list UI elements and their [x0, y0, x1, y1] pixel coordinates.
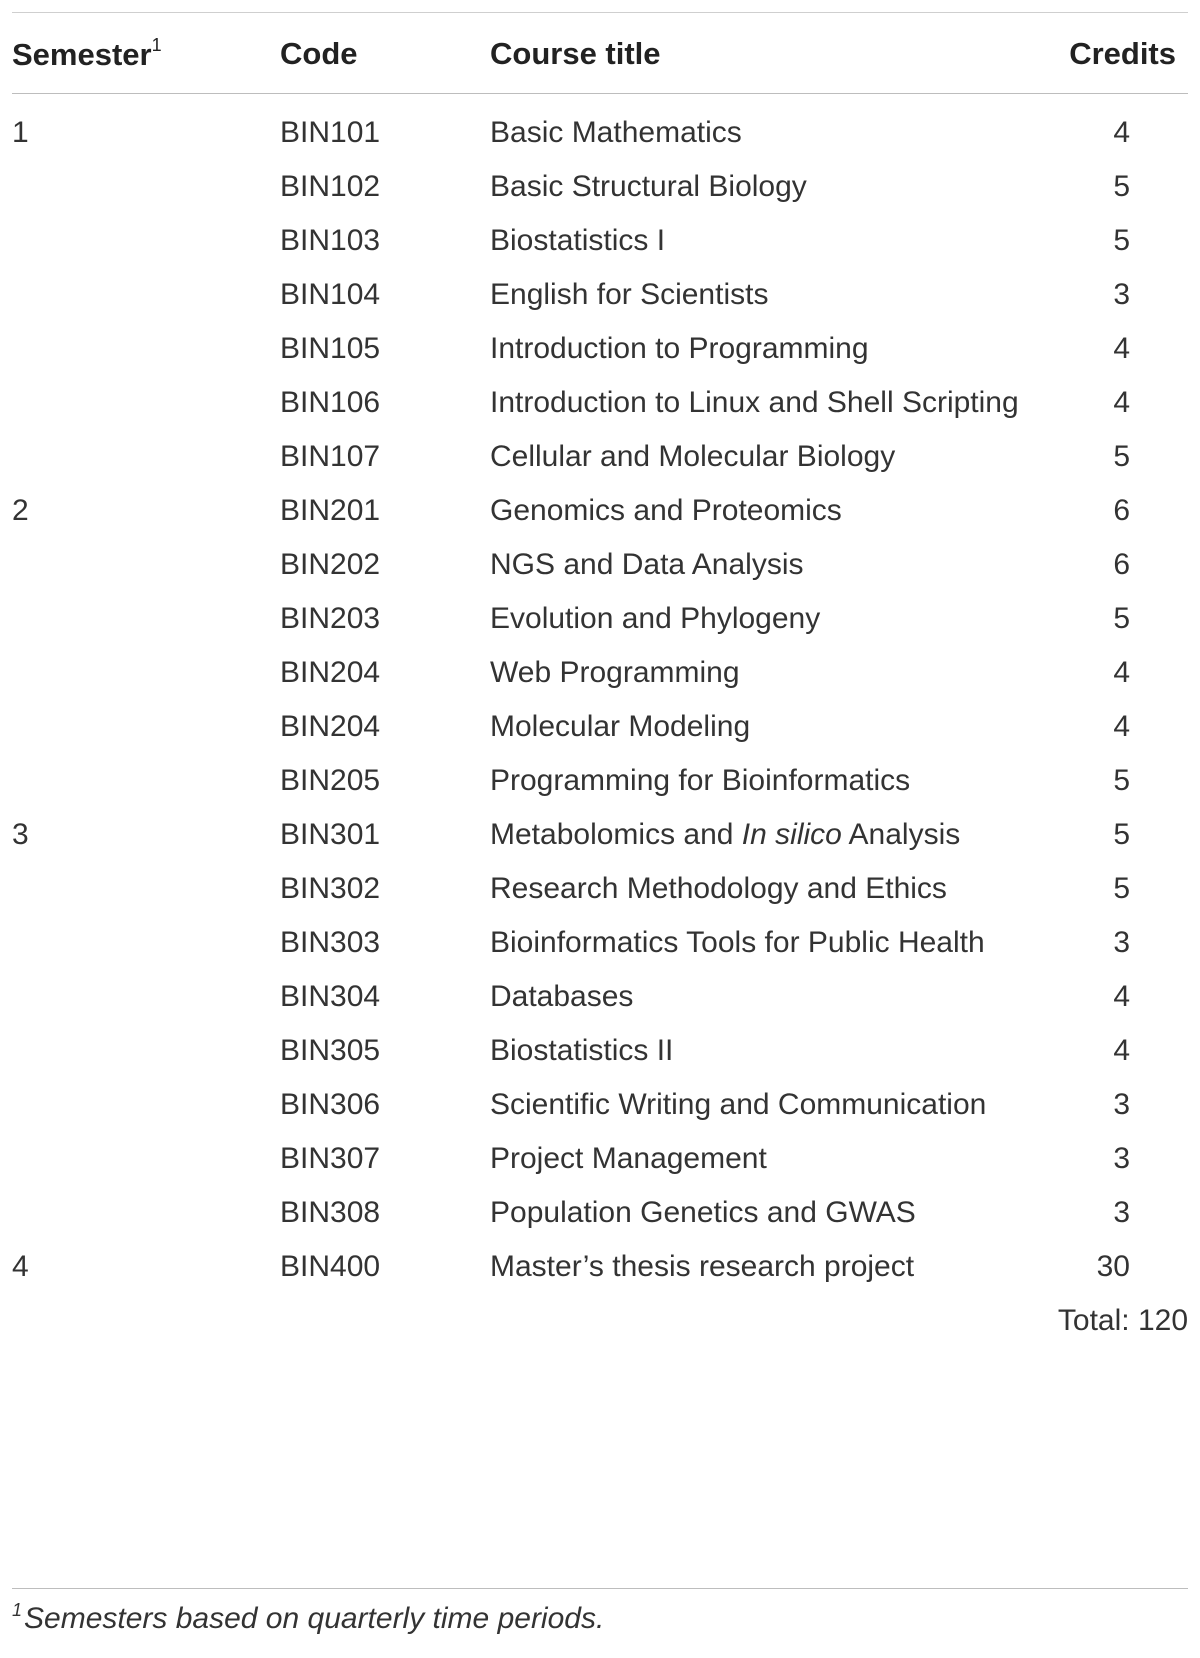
- table-row: [12, 866, 1188, 920]
- table-row: [12, 704, 1188, 758]
- cell-code: BIN307: [280, 1142, 381, 1175]
- table-row: [12, 812, 1188, 866]
- cell-credits: 5: [1113, 224, 1130, 257]
- cell-credits: 5: [1113, 170, 1130, 203]
- table-row: [12, 218, 1188, 272]
- cell-course-title: Population Genetics and GWAS: [490, 1196, 916, 1229]
- table-footnote: [12, 1600, 604, 1636]
- cell-credits: 4: [1113, 1034, 1130, 1067]
- cell-credits: 3: [1113, 926, 1130, 959]
- table-row: [12, 758, 1188, 812]
- cell-course-title: Biostatistics I: [490, 224, 666, 257]
- table-row: [12, 920, 1188, 974]
- cell-course-title: Evolution and Phylogeny: [490, 602, 821, 635]
- cell-semester: 1: [12, 116, 29, 149]
- cell-semester: [12, 866, 280, 920]
- cell-code: BIN101: [280, 116, 381, 149]
- cell-credits: 4: [1113, 710, 1130, 743]
- cell-code: BIN103: [280, 224, 381, 257]
- cell-code: BIN102: [280, 170, 381, 203]
- cell-code: BIN305: [280, 1034, 381, 1067]
- table-bottom-rule: [12, 1588, 1188, 1589]
- cell-course-title: Master’s thesis research project: [490, 1250, 915, 1283]
- table-header-row: [12, 14, 1188, 93]
- cell-course-title: Molecular Modeling: [490, 710, 751, 743]
- cell-credits: 5: [1113, 764, 1130, 797]
- table-row: [12, 974, 1188, 1028]
- table-row: [12, 596, 1188, 650]
- cell-course-title: Basic Structural Biology: [490, 170, 807, 203]
- cell-course-title: Scientific Writing and Communication: [490, 1088, 987, 1121]
- cell-semester: [12, 1190, 280, 1244]
- cell-semester: 2: [12, 494, 29, 527]
- header-semester-footnote-mark: 1: [151, 34, 162, 55]
- cell-credits: 4: [1113, 656, 1130, 689]
- cell-semester: [12, 380, 280, 434]
- cell-semester: 3: [12, 818, 29, 851]
- cell-semester: [12, 596, 280, 650]
- cell-credits: 4: [1113, 386, 1130, 419]
- footnote-text: Semesters based on quarterly time periods.: [24, 1602, 605, 1635]
- header-code: Code: [280, 35, 358, 71]
- cell-credits: 5: [1113, 602, 1130, 635]
- cell-course-title: Basic Mathematics: [490, 116, 742, 149]
- title-part-italic: In silico: [741, 818, 842, 851]
- table-row: [12, 1136, 1188, 1190]
- cell-course-title: Project Management: [490, 1142, 767, 1175]
- title-part-text: Analysis: [841, 818, 961, 851]
- cell-credits: 3: [1113, 1196, 1130, 1229]
- cell-semester: [12, 218, 280, 272]
- cell-semester: [12, 542, 280, 596]
- cell-semester: 4: [12, 1250, 29, 1283]
- cell-code: BIN204: [280, 656, 381, 689]
- footnote-mark: 1: [12, 1600, 23, 1620]
- cell-code: BIN204: [280, 710, 381, 743]
- cell-code: BIN203: [280, 602, 381, 635]
- table-row: [12, 542, 1188, 596]
- cell-semester: [12, 164, 280, 218]
- cell-semester: [12, 1136, 280, 1190]
- cell-code: BIN202: [280, 548, 381, 581]
- table-row: [12, 1028, 1188, 1082]
- table-row: [12, 272, 1188, 326]
- header-credits: Credits: [1069, 35, 1176, 71]
- credits-total: Total: 120: [1057, 1304, 1188, 1337]
- cell-credits: 4: [1113, 332, 1130, 365]
- table-row: [12, 1244, 1188, 1298]
- table-total-row: [12, 1298, 1188, 1352]
- cell-code: BIN400: [280, 1250, 381, 1283]
- cell-semester: [12, 704, 280, 758]
- table-row: [12, 488, 1188, 542]
- cell-semester: [12, 758, 280, 812]
- cell-course-title: Genomics and Proteomics: [490, 494, 842, 527]
- cell-semester: [12, 1028, 280, 1082]
- cell-credits: 30: [1096, 1250, 1130, 1283]
- cell-semester: [12, 920, 280, 974]
- cell-credits: 3: [1113, 278, 1130, 311]
- cell-credits: 3: [1113, 1142, 1130, 1175]
- cell-semester: [12, 650, 280, 704]
- cell-course-title: Programming for Bioinformatics: [490, 764, 911, 797]
- cell-credits: 3: [1113, 1088, 1130, 1121]
- cell-semester: [12, 1082, 280, 1136]
- cell-credits: 6: [1113, 494, 1130, 527]
- cell-code: BIN308: [280, 1196, 381, 1229]
- cell-code: BIN104: [280, 278, 381, 311]
- course-table: [12, 14, 1188, 1352]
- header-semester-label: Semester: [12, 36, 152, 72]
- table-row: [12, 434, 1188, 488]
- cell-credits: 5: [1113, 818, 1130, 851]
- cell-course-title: Introduction to Programming: [490, 332, 869, 365]
- cell-course-title: Introduction to Linux and Shell Scripting: [490, 386, 1019, 419]
- cell-credits: 5: [1113, 872, 1130, 905]
- table-row: [12, 1190, 1188, 1244]
- cell-code: BIN201: [280, 494, 381, 527]
- cell-credits: 4: [1113, 980, 1130, 1013]
- cell-code: BIN304: [280, 980, 381, 1013]
- cell-code: BIN106: [280, 386, 381, 419]
- cell-course-title: NGS and Data Analysis: [490, 548, 804, 581]
- cell-course-title: Bioinformatics Tools for Public Health: [490, 926, 985, 959]
- cell-semester: [12, 434, 280, 488]
- cell-code: BIN302: [280, 872, 381, 905]
- table-row: [12, 93, 1188, 164]
- cell-course-title: Databases: [490, 980, 634, 1013]
- header-semester: [12, 14, 280, 93]
- cell-semester: [12, 326, 280, 380]
- table-top-rule: [12, 12, 1188, 13]
- cell-code: BIN306: [280, 1088, 381, 1121]
- title-part-text: Metabolomics and: [490, 818, 742, 851]
- cell-course-title: English for Scientists: [490, 278, 769, 311]
- table-row: [12, 326, 1188, 380]
- cell-semester: [12, 974, 280, 1028]
- header-course-title: Course title: [490, 35, 661, 71]
- cell-code: BIN205: [280, 764, 381, 797]
- cell-course-title: [490, 812, 1030, 866]
- cell-code: BIN303: [280, 926, 381, 959]
- cell-semester: [12, 272, 280, 326]
- cell-credits: 5: [1113, 440, 1130, 473]
- cell-code: BIN107: [280, 440, 381, 473]
- cell-code: BIN301: [280, 818, 381, 851]
- cell-course-title: Research Methodology and Ethics: [490, 872, 947, 905]
- cell-credits: 6: [1113, 548, 1130, 581]
- cell-course-title: Web Programming: [490, 656, 740, 689]
- cell-credits: 4: [1113, 116, 1130, 149]
- table-row: [12, 380, 1188, 434]
- table-row: [12, 1082, 1188, 1136]
- table-row: [12, 650, 1188, 704]
- cell-code: BIN105: [280, 332, 381, 365]
- cell-course-title: Biostatistics II: [490, 1034, 674, 1067]
- table-row: [12, 164, 1188, 218]
- cell-course-title: Cellular and Molecular Biology: [490, 440, 896, 473]
